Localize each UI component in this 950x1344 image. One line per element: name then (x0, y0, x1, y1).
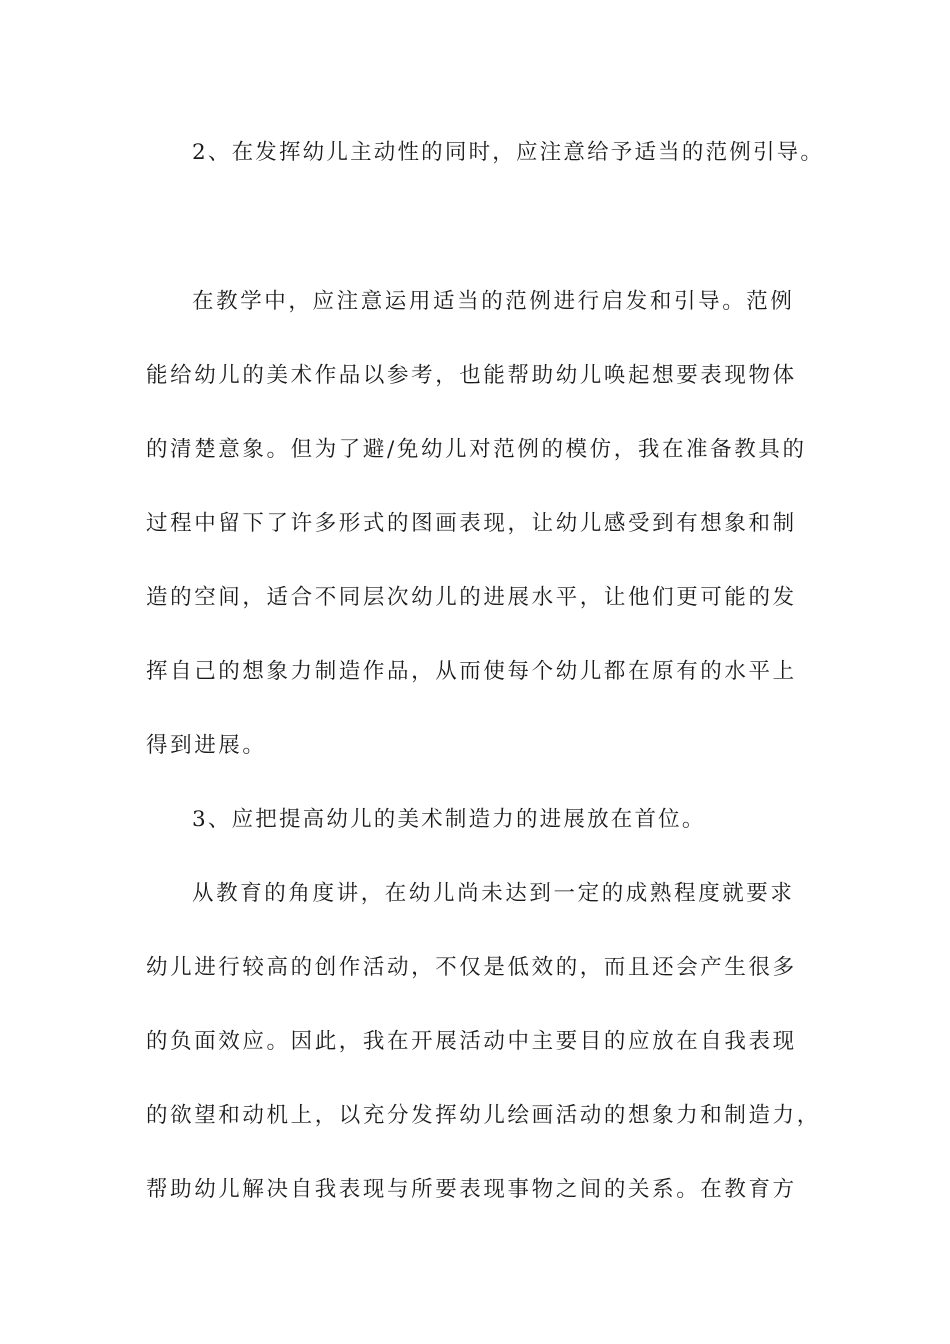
section-heading-3: 3、应把提高幼儿的美术制造力的进展放在首位。 (192, 807, 706, 832)
paragraph-2-line-4: 的欲望和动机上，以充分发挥幼儿绘画活动的想象力和制造力， (146, 1103, 821, 1128)
paragraph-1-line-5: 造的空间，适合不同层次幼儿的进展水平，让他们更可能的发 (146, 585, 797, 610)
paragraph-1-line-3: 的清楚意象。但为了避/免幼儿对范例的模仿，我在准备教具的 (146, 437, 807, 462)
paragraph-1-line-1: 在教学中，应注意运用适当的范例进行启发和引导。范例 (192, 289, 795, 314)
paragraph-2-line-5: 帮助幼儿解决自我表现与所要表现事物之间的关系。在教育方 (146, 1177, 797, 1202)
paragraph-1-line-7: 得到进展。 (146, 733, 267, 758)
paragraph-1-line-2: 能给幼儿的美术作品以参考，也能帮助幼儿唤起想要表现物体 (146, 363, 797, 388)
section-heading-2: 2、在发挥幼儿主动性的同时，应注意给予适当的范例引导。 (192, 140, 825, 165)
paragraph-2-line-2: 幼儿进行较高的创作活动，不仅是低效的，而且还会产生很多 (146, 955, 797, 980)
paragraph-2-line-1: 从教育的角度讲，在幼儿尚未达到一定的成熟程度就要求 (192, 881, 795, 906)
paragraph-2-line-3: 的负面效应。因此，我在开展活动中主要目的应放在自我表现 (146, 1029, 797, 1054)
paragraph-1-line-4: 过程中留下了许多形式的图画表现，让幼儿感受到有想象和制 (146, 511, 797, 536)
paragraph-1-line-6: 挥自己的想象力制造作品，从而使每个幼儿都在原有的水平上 (146, 659, 797, 684)
